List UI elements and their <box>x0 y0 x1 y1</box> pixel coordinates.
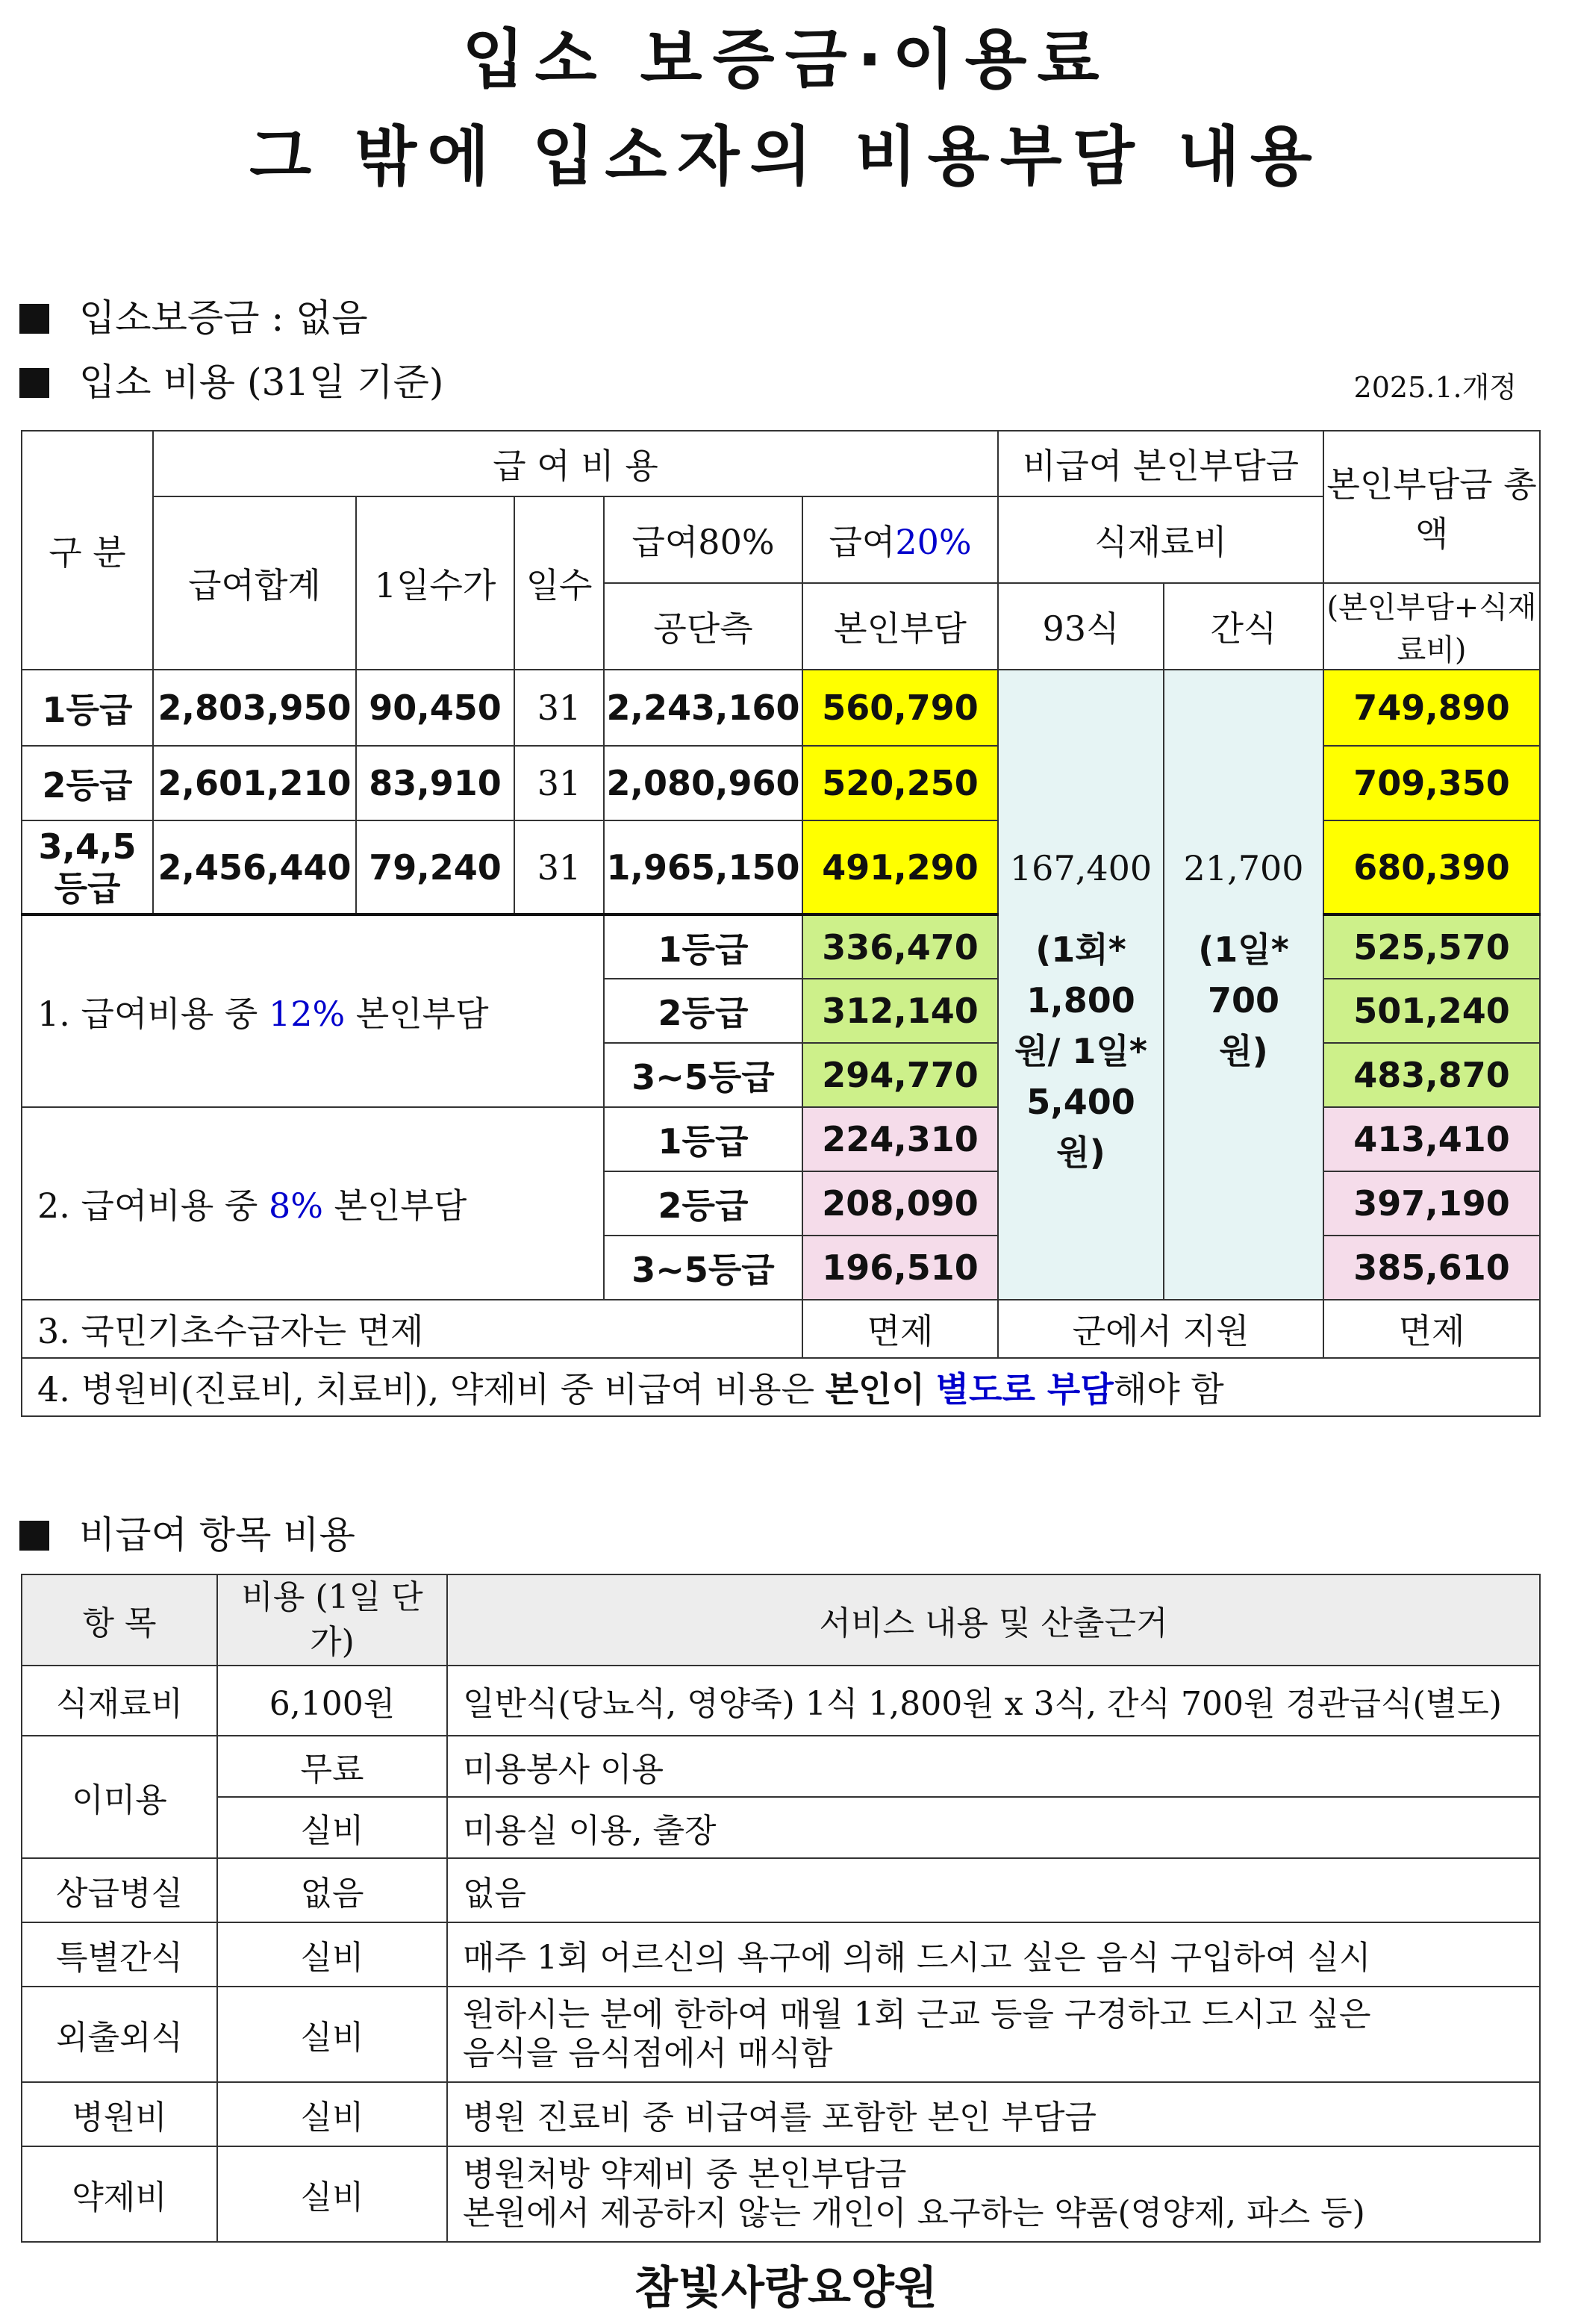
header-meals: 93식 <box>998 583 1164 670</box>
table-cell: 상급병실 <box>22 1858 217 1922</box>
table-cell: 병원 진료비 중 비급여를 포함한 본인 부담금 <box>447 2082 1540 2146</box>
header-daily: 1일수가 <box>356 496 514 670</box>
nonbenefit-section-heading <box>19 1505 355 1559</box>
table-cell: 1등급 <box>22 670 153 746</box>
table-cell: 294,770 <box>802 1043 998 1107</box>
table-cell: 560,790 <box>802 670 998 746</box>
meal-note: (1회* 1,800원/ 1일* 5,400원) <box>1014 929 1147 1173</box>
table-cell: 음식을 음식점에서 매식함 <box>463 2034 833 2072</box>
table-cell: 외출외식 <box>22 1987 217 2082</box>
table-cell: 2등급 <box>22 746 153 820</box>
table-cell: 매주 1회 어르신의 욕구에 의해 드시고 싶은 음식 구입하여 실시 <box>447 1922 1540 1987</box>
table-cell: 이미용 <box>22 1736 217 1858</box>
table-cell: 312,140 <box>802 979 998 1043</box>
header-benefit: 급 여 비 용 <box>153 431 998 496</box>
table-row <box>22 1300 1540 1358</box>
table-cell: 급여 <box>829 522 896 562</box>
table-row <box>22 1922 1540 1987</box>
header-gubun: 구 분 <box>22 431 153 670</box>
table-cell: 실비 <box>217 2082 447 2146</box>
table-cell: 520,250 <box>802 746 998 820</box>
table-cell: 본인부담 <box>345 993 489 1034</box>
revision-date: 2025.1.개정 <box>1353 371 1517 404</box>
table-cell: 실비 <box>217 2146 447 2242</box>
table-cell: 224,310 <box>802 1107 998 1171</box>
table-cell: 없음 <box>447 1858 1540 1922</box>
table-cell: 1. 급여비용 중 <box>37 993 269 1034</box>
table-cell: 실비 <box>217 1797 447 1858</box>
table-cell: 본인부담 <box>322 1186 467 1226</box>
page-title-line2: 그 밖에 입소자의 비용부담 내용 <box>249 119 1323 194</box>
page-title-line1: 입소 보증금·이용료 <box>462 22 1110 97</box>
table-cell: 12% <box>268 993 346 1034</box>
table-row <box>22 2146 1540 2242</box>
table-cell: 491,290 <box>802 820 998 915</box>
table-cell: 196,510 <box>802 1236 998 1300</box>
header-food: 식재료비 <box>998 496 1323 583</box>
table-cell: 실비 <box>217 1987 447 2082</box>
header-total: 본인부담금 총액 <box>1323 431 1540 583</box>
table-row <box>22 1987 1540 2082</box>
table-cell: 3,4,5 등급 <box>22 820 153 915</box>
table-cell: 31 <box>514 670 604 746</box>
meal-cost-cell <box>998 670 1164 1300</box>
header-20 <box>802 496 998 583</box>
header-cost: 비용 (1일 단가) <box>217 1574 447 1666</box>
table-cell: 208,090 <box>802 1171 998 1236</box>
header-nonbenefit: 비급여 본인부담금 <box>998 431 1323 496</box>
table-cell: 31 <box>514 746 604 820</box>
deposit-section <box>19 288 368 342</box>
table-cell: 병원비 <box>22 2082 217 2146</box>
meal-cost: 167,400 <box>1009 848 1153 888</box>
table-cell: 8% <box>268 1186 323 1226</box>
table-cell: 2,803,950 <box>153 670 356 746</box>
table-cell: 680,390 <box>1323 820 1540 915</box>
county-support: 군에서 지원 <box>998 1300 1323 1358</box>
table-cell: 무료 <box>217 1736 447 1797</box>
table-cell: 본인이 <box>825 1369 925 1409</box>
snack-cost: 21,700 <box>1183 848 1304 888</box>
cost-section-heading <box>19 352 443 406</box>
table-cell: 31 <box>514 820 604 915</box>
table-row <box>22 2082 1540 2146</box>
nonbenefit-heading-text: 비급여 항목 비용 <box>79 1513 355 1557</box>
table-cell: 2등급 <box>604 1171 802 1236</box>
square-bullet-icon <box>19 304 49 334</box>
table-cell: 79,240 <box>356 820 514 915</box>
deposit-text: 입소보증금 : 없음 <box>79 296 368 340</box>
table-cell: 미용봉사 이용 <box>447 1736 1540 1797</box>
header-days: 일수 <box>514 496 604 670</box>
pct-20: 20% <box>895 522 972 562</box>
table-cell: 2,456,440 <box>153 820 356 915</box>
table-cell: 6,100원 <box>217 1666 447 1736</box>
nonbenefit-table <box>21 1574 1541 2243</box>
table-cell: 385,610 <box>1323 1236 1540 1300</box>
table-cell: 없음 <box>217 1858 447 1922</box>
table-cell: 2,080,960 <box>604 746 802 820</box>
table-cell: 709,350 <box>1323 746 1540 820</box>
table-cell: 90,450 <box>356 670 514 746</box>
cost-table <box>21 430 1541 1417</box>
snack-note: (1일* 700원) <box>1198 929 1289 1071</box>
table-cell: 525,570 <box>1323 915 1540 979</box>
table-cell: 397,190 <box>1323 1171 1540 1236</box>
header-80: 급여80% <box>604 496 802 583</box>
table-cell: 식재료비 <box>22 1666 217 1736</box>
rate-8-label <box>22 1107 604 1300</box>
header-desc: 서비스 내용 및 산출근거 <box>447 1574 1540 1666</box>
header-item: 항 목 <box>22 1574 217 1666</box>
table-cell: 면제 <box>1323 1300 1540 1358</box>
table-cell: 2. 급여비용 중 <box>37 1186 269 1226</box>
header-public: 공단측 <box>604 583 802 670</box>
table-cell: 413,410 <box>1323 1107 1540 1171</box>
table-cell: 미용실 이용, 출장 <box>447 1797 1540 1858</box>
square-bullet-icon <box>19 1521 49 1551</box>
table-cell: 1등급 <box>604 915 802 979</box>
table-row <box>22 1858 1540 1922</box>
table-row <box>22 670 1540 746</box>
table-cell: 83,910 <box>356 746 514 820</box>
table-cell: 별도로 부담 <box>935 1369 1114 1409</box>
cost-heading-text: 입소 비용 (31일 기준) <box>79 361 444 404</box>
basic-recipient-label: 3. 국민기초수급자는 면제 <box>22 1300 802 1358</box>
table-cell: 501,240 <box>1323 979 1540 1043</box>
table-cell: 본원에서 제공하지 않는 개인이 요구하는 약품(영양제, 파스 등) <box>463 2194 1365 2232</box>
table-cell: 2,243,160 <box>604 670 802 746</box>
table-cell: 3~5등급 <box>604 1236 802 1300</box>
table-cell: 해야 함 <box>1113 1369 1224 1409</box>
table-cell: 1,965,150 <box>604 820 802 915</box>
table-cell: 336,470 <box>802 915 998 979</box>
table-cell: 483,870 <box>1323 1043 1540 1107</box>
table-cell: 특별간식 <box>22 1922 217 1987</box>
table-cell: 3~5등급 <box>604 1043 802 1107</box>
table-cell: 749,890 <box>1323 670 1540 746</box>
table-cell: 병원처방 약제비 중 본인부담금 <box>463 2155 907 2193</box>
header-snack: 간식 <box>1164 583 1323 670</box>
table-cell: 약제비 <box>22 2146 217 2242</box>
header-total-sub: (본인부담+식재료비) <box>1323 583 1540 670</box>
header-sum: 급여합계 <box>153 496 356 670</box>
rate-12-label <box>22 915 604 1107</box>
table-cell: 2등급 <box>604 979 802 1043</box>
hospital-note <box>22 1358 1540 1416</box>
snack-cost-cell <box>1164 670 1323 1300</box>
table-row <box>22 1666 1540 1736</box>
table-cell: 실비 <box>217 1922 447 1987</box>
facility-name: 참빛사랑요양원 <box>634 2262 938 2314</box>
table-cell: 2,601,210 <box>153 746 356 820</box>
table-cell: 일반식(당뇨식, 영양죽) 1식 1,800원 x 3식, 간식 700원 경관급식(별도) <box>447 1666 1540 1736</box>
table-row <box>22 1736 1540 1797</box>
table-cell: 1등급 <box>604 1107 802 1171</box>
table-cell: 면제 <box>802 1300 998 1358</box>
square-bullet-icon <box>19 368 49 398</box>
table-row <box>22 1358 1540 1416</box>
table-cell: 원하시는 분에 한하여 매월 1회 근교 등을 구경하고 드시고 싶은 <box>463 1996 1371 2034</box>
header-self: 본인부담 <box>802 583 998 670</box>
table-row <box>22 1797 1540 1858</box>
table-cell: 4. 병원비(진료비, 치료비), 약제비 중 비급여 비용은 <box>37 1369 826 1409</box>
